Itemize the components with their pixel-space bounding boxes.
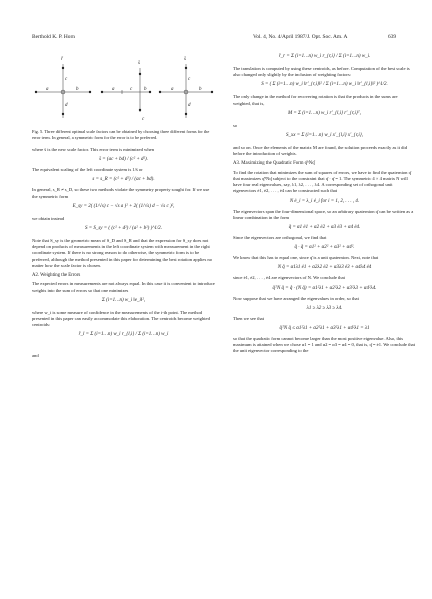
equation: r̄_l = Σ (i=1…n) w_i r_{l,i} / Σ (i=1…n) w_i xyxy=(78,332,169,338)
middle-label-c: c xyxy=(130,87,133,92)
left-point xyxy=(62,67,64,69)
equation: N ė_i = λ_i ė_i for i = 1, 2, . . . , 4. xyxy=(289,198,360,204)
middle-diagram xyxy=(101,61,151,122)
equation: E_sy = 2( (1/√s) c − √s a )² + 2( (1/√s) d − √s c )², xyxy=(72,203,175,209)
section-heading: A3. Maximizing the Quadratic Form q̊ᵀNq̊ xyxy=(233,161,315,167)
equation: M = Σ (i=1…n) w_i r′_{l,i} r′_{r,i}ᵀ, xyxy=(287,110,362,116)
right-point xyxy=(185,113,187,115)
paragraph: Then we see that xyxy=(233,315,264,321)
middle-label-a: a xyxy=(112,87,115,92)
paragraph: and xyxy=(32,353,39,359)
right-point xyxy=(185,67,187,69)
paragraph: To find the rotation that minimizes the sum of squares of errors, we have to find the quaternion q̊ that maximizes q̊ᵀNq̊ subject to the constraint that q̊ · q̊ = 1. The symmetric 4 × 4 matrix N will have four real eigenvalues, say, λ1, λ2, . . . , λ4. A corresponding set of orthogonal unit eigenvectors ė1, ė2, . . . , ė4 can be constructed such that xyxy=(233,169,411,194)
equation: s̄ = (ac + bd) / (c² + d²). xyxy=(99,157,148,163)
running-head-author: Berthold K. P. Horn xyxy=(32,34,75,40)
paragraph: The translation is computed by using these centroids, as before. Computation of the best scale is also changed only slightly by the inclusion of weighting factors: xyxy=(233,66,410,78)
right-label-c: c xyxy=(188,77,191,82)
right-point xyxy=(159,91,161,93)
equation: r̄_r = Σ (i=1…n) w_i r_{r,i} / Σ (i=1…n) w_i. xyxy=(278,54,371,59)
left-point xyxy=(62,113,64,115)
paragraph: The expected errors in measurements are not always equal. In this case it is convenient to introduce weights into the sum of errors so that one minimizes xyxy=(32,281,215,293)
paragraph: and so on. Once the elements of the matrix M are found, the solution proceeds exactly as it did before the introduction of weights. xyxy=(233,145,408,157)
equation: S_xx = Σ (i=1…n) w_i x′_{l,i} x′_{r,i}, xyxy=(286,133,363,139)
left-point xyxy=(89,91,91,93)
left-column xyxy=(32,50,215,363)
paragraph: so that the quadratic form cannot become larger than the most positive eigenvalue. Also, this maximum is attained when we chose α1 = 1 and α2 = α3 = α4 = 0, that is, q̊ = ė1. We conclude that the unit eigenvector corresponding to the xyxy=(233,336,415,354)
paragraph: The only change in the method for recovering rotation is that the products in the sums are weighted, that is, xyxy=(233,94,398,106)
middle-point xyxy=(149,91,151,93)
paragraph: Now suppose that we have arranged the eigenvalues in order, so that xyxy=(233,295,359,301)
middle-point xyxy=(101,91,103,93)
left-diagram xyxy=(35,57,91,118)
section-heading: A2. Weighting the Errors xyxy=(32,273,81,279)
paragraph: where w_i is some measure of confidence in the measurements of the i-th point. The method presented in this paper can easily accommodate this elaboration. The centroids become weighted centroids: xyxy=(32,309,210,328)
equation: s = s_R = (c² + d²) / (ac + bd). xyxy=(92,177,155,183)
left-point xyxy=(35,91,37,93)
paragraph: Note that S_sy is the geometric mean of S_D and S_R and that the expression for S_sy does not depend on products of measurements in the left coordinate system with measurement in the right coordinate system. If there is no strong reason to do otherwise, the symmetric form is to be preferred, although the method presented in this paper for determining the best rotation applies no matter how the scale factor is chosen. xyxy=(32,238,212,268)
equation: S = ( Σ (i=1…n) w_i ‖r′_{r,i}‖² / Σ (i=1…n) w_i ‖r′_{l,i}‖² )^1/2. xyxy=(261,82,388,88)
paragraph: where s̄ is the new scale factor. This error term is minimized when xyxy=(32,147,154,152)
right-label-a: a xyxy=(171,87,174,92)
equation: q̊ᵀN q̊ = q̊ · (N q̊) = α1²λ1 + α2²λ2 + α3²λ3 + α4²λ4. xyxy=(272,285,377,291)
left-label-top: r̄ xyxy=(61,57,63,62)
middle-point xyxy=(139,109,141,111)
equation: q̊ = α1 ė1 + α2 ė2 + α3 ė3 + α4 ė4. xyxy=(288,225,361,231)
figure-5-diagram xyxy=(32,50,215,126)
paragraph: we obtain instead xyxy=(32,215,65,221)
right-label-b: b xyxy=(199,87,202,92)
figure-caption: Fig. 5. Three different optimal scale factors can be obtained by choosing three different forms for the error term. In general, a symmetric form for the error is to be preferred. xyxy=(32,129,210,140)
right-column xyxy=(233,50,416,358)
middle-label-top: s̄ xyxy=(138,61,140,66)
paragraph: The eigenvectors span the four-dimensional space, so an arbitrary quaternion q̊ can be written as a linear combination in the form xyxy=(233,208,414,220)
middle-point xyxy=(139,73,141,75)
left-label-b: b xyxy=(76,87,79,92)
equation: S = S_sy = ( (c² + d²) / (a² + b²) )^1/2. xyxy=(84,226,162,232)
paragraph: We know that this has to equal one, since q̊ is a unit quaternion. Next, note that xyxy=(233,255,379,261)
paragraph: since ė1, ė2, . . . , ė4 are eigenvectors of N. We conclude that xyxy=(233,275,345,281)
running-head-journal: Vol. 4, No. 4/April 1987/J. Opt. Soc. Am. A xyxy=(253,34,348,40)
equation: q̊ · q̊ = α1² + α2² + α3² + α4². xyxy=(294,245,355,251)
paragraph: so xyxy=(233,122,238,128)
equation: q̊ᵀN q̊ ≤ α1²λ1 + α2²λ1 + α3²λ1 + α4²λ1 = λ1 xyxy=(279,326,370,332)
middle-label-b: b xyxy=(144,87,147,92)
paragraph: The equivalent scaling of the left coordinate system is 1/s̄ or xyxy=(32,167,143,173)
right-diagram xyxy=(159,57,213,118)
left-label-d: d xyxy=(65,103,68,108)
right-label-d: d xyxy=(188,103,191,108)
left-label-c: c xyxy=(65,77,68,82)
page-number: 639 xyxy=(388,34,397,40)
right-point xyxy=(211,91,213,93)
middle-label-bottom: c xyxy=(142,117,145,122)
paragraph: Since the eigenvectors are orthogonal, we find that xyxy=(233,235,327,241)
equation: λ1 ≥ λ2 ≥ λ3 ≥ λ4. xyxy=(306,305,343,311)
equation: N q̊ = α1λ1 ė1 + α2λ2 ė2 + α3λ3 ė3 + α4λ4 ė4 xyxy=(277,265,372,271)
equation: Σ (i=1…n) w_i ‖e_i‖², xyxy=(101,297,146,303)
left-label-a: a xyxy=(46,87,49,92)
paragraph: In general, s_R ≠ s_D, so these two methods violate the symmetry property sought for. If we use the symmetric form xyxy=(32,187,210,199)
right-label-top: s̄ xyxy=(184,57,186,62)
